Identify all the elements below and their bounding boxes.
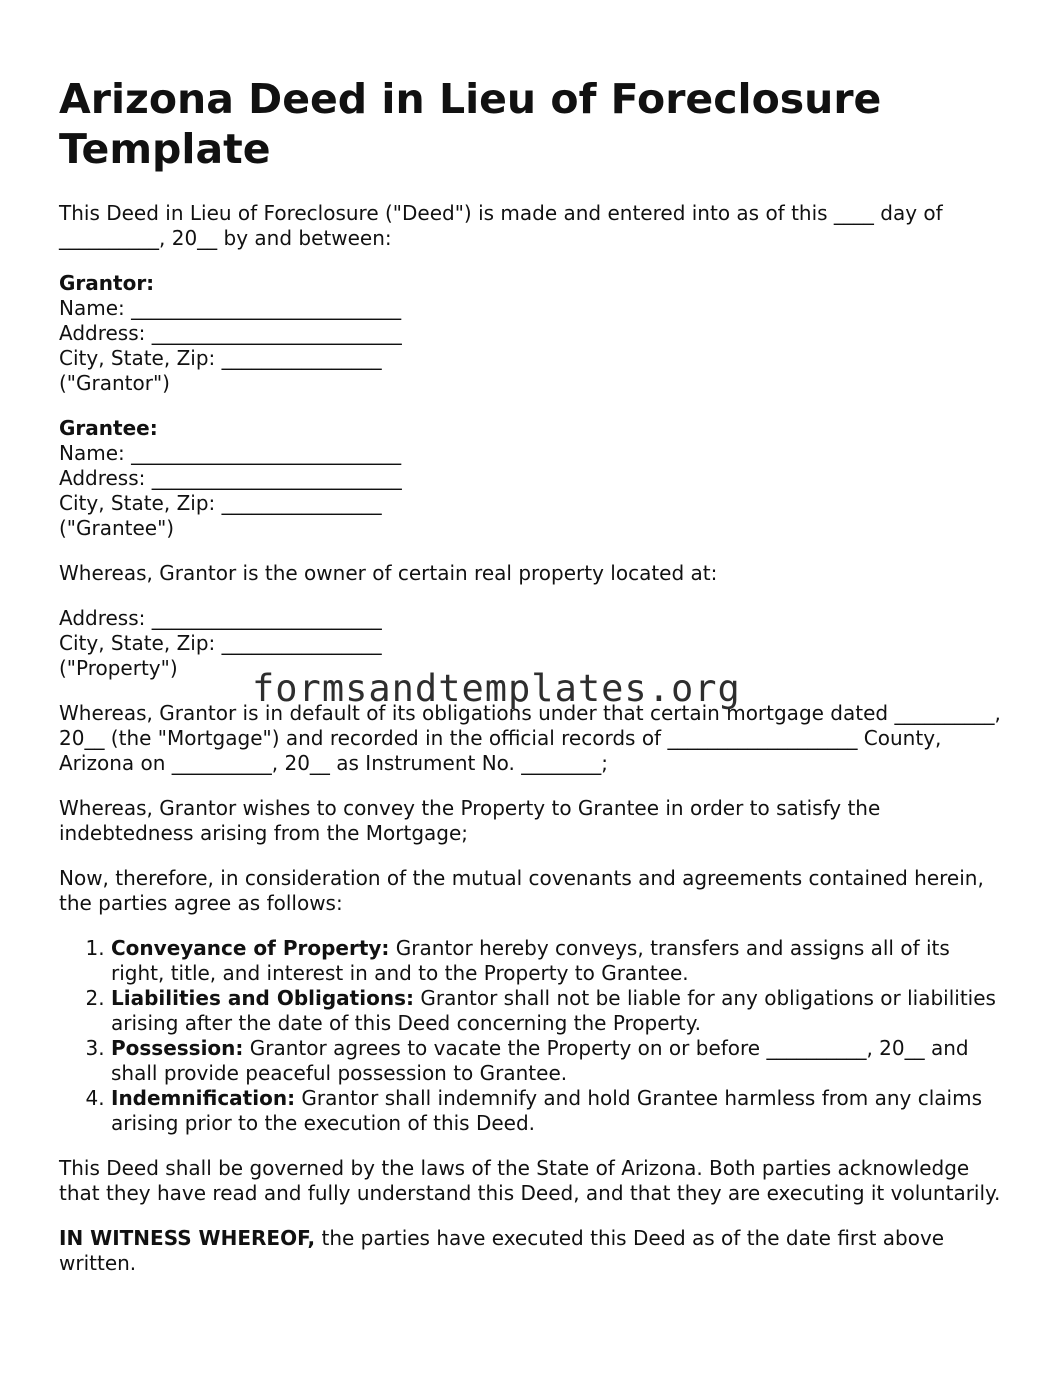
witness-text: the parties have executed this Deed as of the date first above written. <box>59 1226 945 1275</box>
grantee-label: ("Grantee") <box>59 516 175 540</box>
watermark-text: formsandtemplates.org <box>252 667 741 710</box>
property-label: ("Property") <box>59 656 178 680</box>
now-therefore-paragraph: Now, therefore, in consideration of the mutual covenants and agreements contained herein, the parties agree as follows: <box>59 866 984 915</box>
document-page <box>59 74 1009 1296</box>
term-item <box>111 936 1009 986</box>
grantor-section <box>59 271 1009 396</box>
term-title: Liabilities and Obligations: <box>111 986 414 1010</box>
term-text: Grantor shall indemnify and hold Grantee harmless from any claims arising prior to the execution of this Deed. <box>111 1086 982 1135</box>
witness-paragraph <box>59 1226 1009 1276</box>
grantee-city-field: City, State, Zip: ________________ <box>59 491 382 515</box>
property-section <box>59 606 1009 681</box>
property-city-field: City, State, Zip: ________________ <box>59 631 382 655</box>
grantor-address-field: Address: _________________________ <box>59 321 402 345</box>
whereas-convey-paragraph: Whereas, Grantor wishes to convey the Property to Grantee in order to satisfy the indebtedness arising from the Mortgage; <box>59 796 881 845</box>
term-title: Possession: <box>111 1036 244 1060</box>
grantee-section <box>59 416 1009 541</box>
grantee-name-field: Name: ___________________________ <box>59 441 402 465</box>
term-item <box>111 986 1009 1036</box>
term-title: Indemnification: <box>111 1086 296 1110</box>
whereas-owner-paragraph: Whereas, Grantor is the owner of certain real property located at: <box>59 561 718 585</box>
grantor-city-field: City, State, Zip: ________________ <box>59 346 382 370</box>
term-item <box>111 1036 1009 1086</box>
property-address-field: Address: _______________________ <box>59 606 382 630</box>
grantor-label: ("Grantor") <box>59 371 170 395</box>
term-text: Grantor shall not be liable for any obligations or liabilities arising after the date of this Deed concerning the Property. <box>111 986 996 1035</box>
term-text: Grantor agrees to vacate the Property on or before __________, 20__ and shall provide peaceful possession to Grantee. <box>111 1036 969 1085</box>
intro-paragraph: This Deed in Lieu of Foreclosure ("Deed") is made and entered into as of this ____ day of __________, 20__ by and between: <box>59 201 943 250</box>
witness-heading: IN WITNESS WHEREOF, <box>59 1226 316 1250</box>
grantee-address-field: Address: _________________________ <box>59 466 402 490</box>
term-text: Grantor hereby conveys, transfers and assigns all of its right, title, and interest in and to the Property to Grantee. <box>111 936 950 985</box>
grantor-heading: Grantor: <box>59 271 155 295</box>
term-item <box>111 1086 1009 1136</box>
document-title: Arizona Deed in Lieu of Foreclosure Template <box>59 75 882 173</box>
terms-list <box>59 936 1009 1136</box>
grantee-heading: Grantee: <box>59 416 158 440</box>
whereas-default-paragraph: Whereas, Grantor is in default of its obligations under that certain mortgage dated __________, 20__ (the "Mortgage") and recorded in the official records of ___________________ County, Arizona on __________, 20__ as Instrument No. ________; <box>59 701 1001 775</box>
governing-law-paragraph: This Deed shall be governed by the laws of the State of Arizona. Both parties acknowledge that they have read and fully understand this Deed, and that they are executing it voluntarily. <box>59 1156 1001 1205</box>
term-title: Conveyance of Property: <box>111 936 390 960</box>
grantor-name-field: Name: ___________________________ <box>59 296 402 320</box>
